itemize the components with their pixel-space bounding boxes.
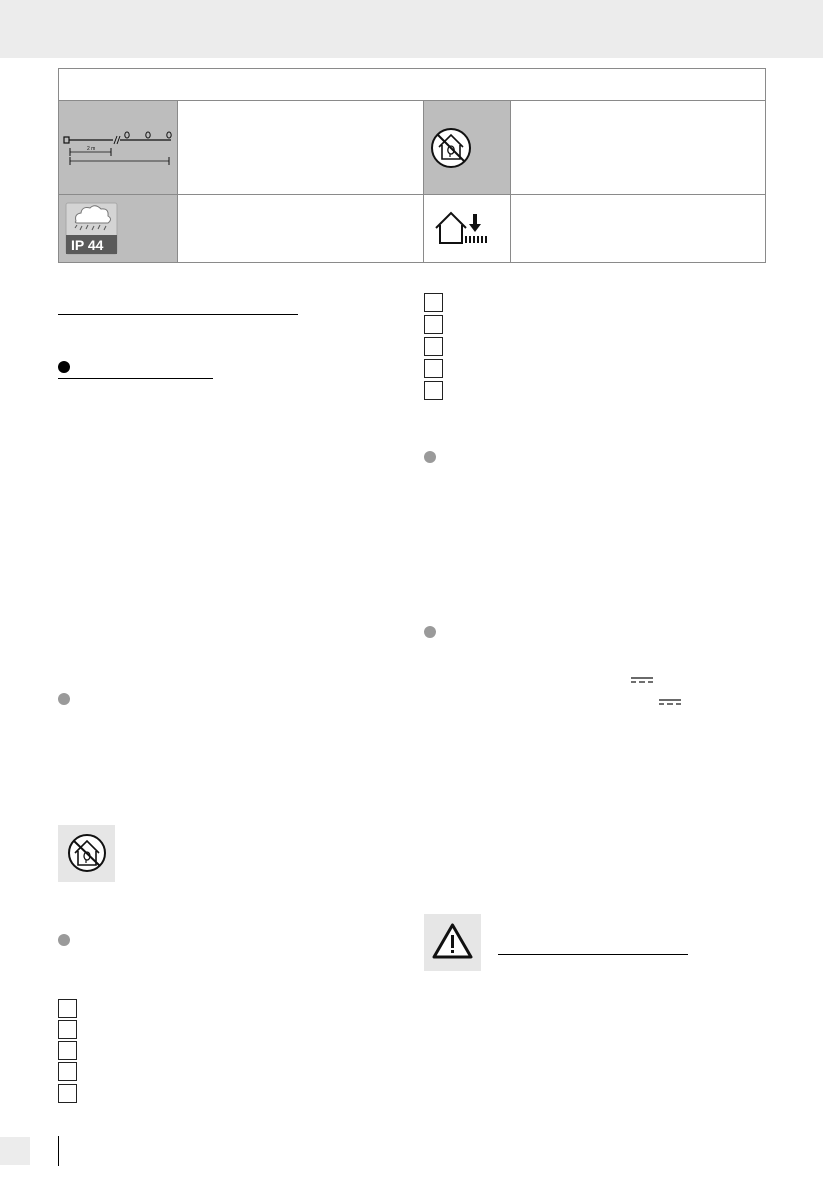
warning-triangle-icon (424, 914, 481, 971)
footer-divider (58, 1136, 59, 1166)
black-circle-icon (58, 361, 70, 373)
item-number-box (424, 337, 443, 356)
item-number-box (58, 1062, 77, 1081)
item-number-box (424, 359, 443, 378)
direct-current-icon (659, 699, 681, 705)
symbol-description-cell (511, 101, 765, 194)
ip44-weather-protection-icon (59, 195, 177, 262)
item-number-box (424, 315, 443, 334)
symbol-description-cell (178, 195, 423, 262)
symbol-table (58, 68, 766, 263)
item-number-box (58, 1020, 77, 1039)
grey-circle-icon (58, 693, 70, 705)
safety-heading-underline (498, 954, 688, 955)
section-heading-underline (58, 314, 298, 315)
item-number-box (58, 1084, 77, 1103)
subsection-heading-underline (58, 378, 213, 379)
direct-current-icon (631, 677, 653, 683)
page-number-box (0, 1137, 30, 1165)
item-number-box (424, 293, 443, 312)
symbol-description-cell (178, 101, 423, 194)
outdoor-use-house-arrow-icon (424, 195, 510, 262)
indoor-use-prohibited-icon (424, 101, 510, 194)
svg-text:2 m: 2 m (87, 146, 96, 152)
symbol-description-cell (511, 195, 765, 262)
top-header-band (0, 0, 823, 58)
grey-circle-icon (58, 934, 70, 946)
light-chain-length-diagram-icon (59, 101, 177, 194)
svg-text:IP 44: IP 44 (71, 237, 104, 253)
item-number-box (58, 1041, 77, 1060)
grey-circle-icon (424, 451, 436, 463)
symbol-table-header (59, 69, 765, 101)
indoor-use-prohibited-icon (58, 825, 115, 882)
item-number-box (424, 381, 443, 400)
item-number-box (58, 999, 77, 1018)
grey-circle-icon (424, 626, 436, 638)
